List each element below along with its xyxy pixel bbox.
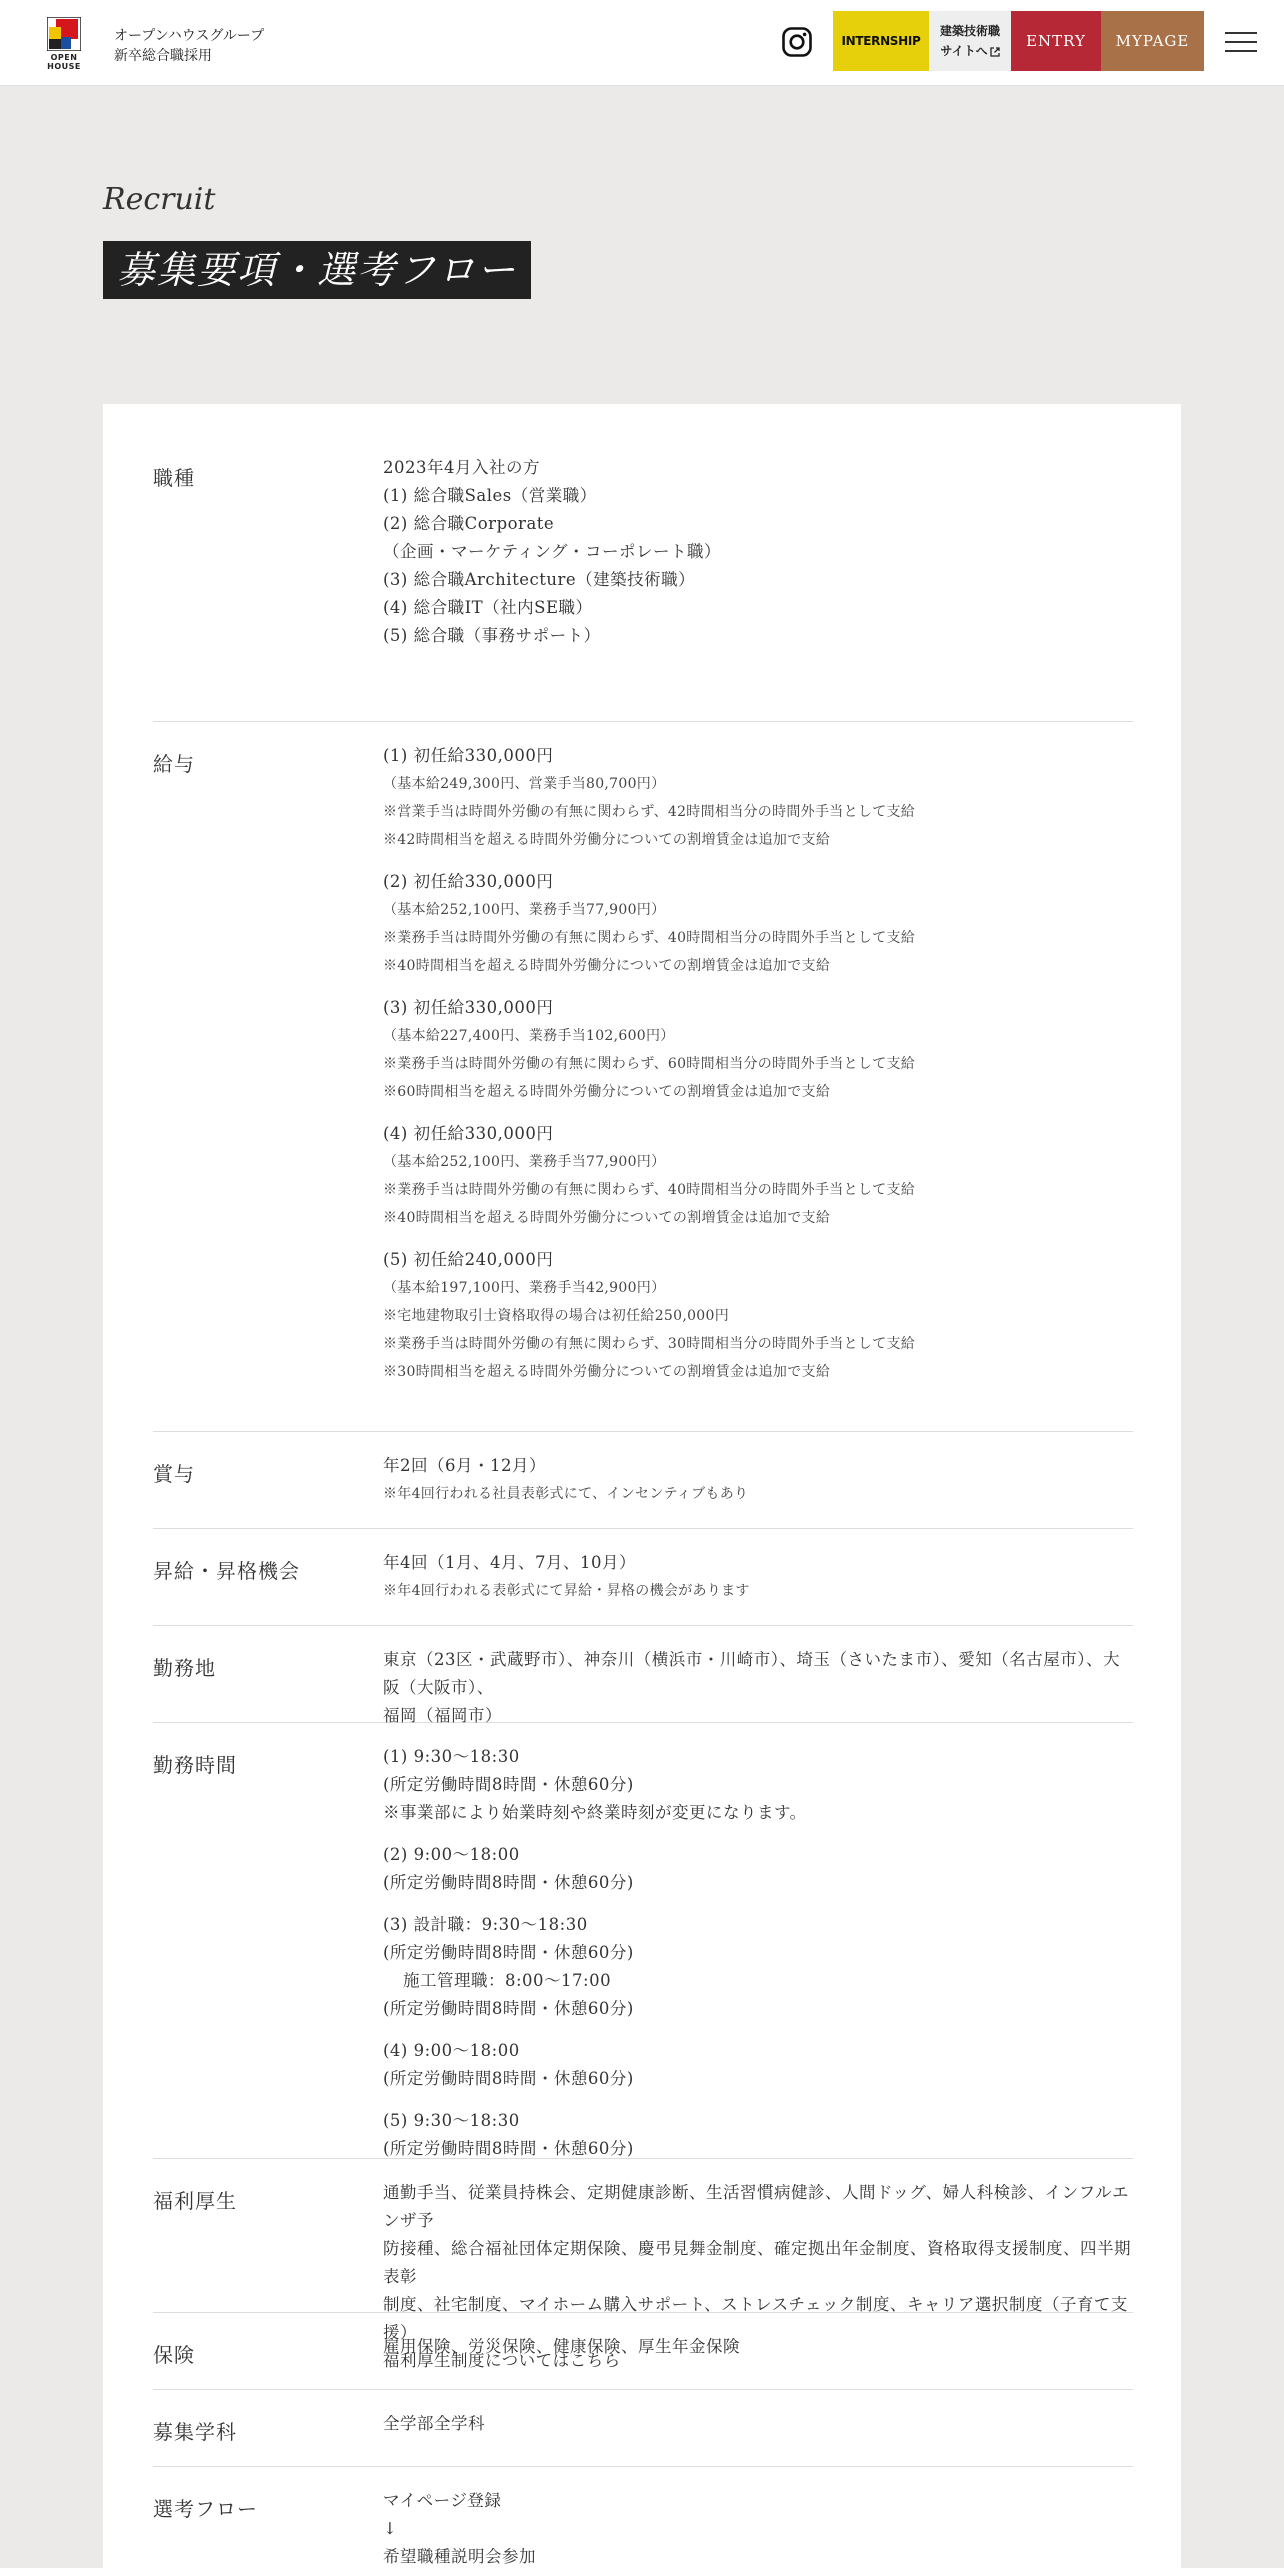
salary-block — [383, 994, 1133, 1106]
salary-main: (5) 初任給240,000円 — [383, 1250, 554, 1269]
row-content — [383, 1452, 1133, 1508]
brand-line-group: オープンハウスグループ — [114, 28, 265, 44]
salary-note: （基本給197,100円、業務手当42,900円） — [383, 1280, 666, 1296]
text-line: (所定労働時間8時間・休憩60分) — [383, 1943, 634, 1962]
flow-step: 希望職種説明会参加 — [383, 2547, 536, 2566]
architecture-site-button[interactable] — [929, 11, 1011, 71]
hours-block — [383, 2107, 1133, 2163]
salary-note: ※業務手当は時間外労働の有無に関わらず、40時間相当分の時間外手当として支給 — [383, 930, 916, 946]
salary-block — [383, 868, 1133, 980]
row-hours — [153, 1723, 1133, 2159]
text-line: 福岡（福岡市） — [383, 1706, 502, 1725]
hours-block — [383, 1841, 1133, 1897]
row-selection-flow — [153, 2467, 1133, 2568]
salary-note: ※宅地建物取引士資格取得の場合は初任給250,000円 — [383, 1308, 729, 1324]
row-bonus — [153, 1432, 1133, 1529]
open-house-logo[interactable] — [44, 17, 84, 71]
salary-note: ※営業手当は時間外労働の有無に関わらず、42時間相当分の時間外手当として支給 — [383, 804, 916, 820]
salary-note: ※業務手当は時間外労働の有無に関わらず、30時間相当分の時間外手当として支給 — [383, 1336, 916, 1352]
text-line: (1) 総合職Sales（営業職） — [383, 486, 597, 505]
page-title: 募集要項・選考フロー — [103, 241, 531, 299]
internship-button[interactable]: INTERNSHIP — [833, 11, 929, 71]
brand-text[interactable] — [114, 26, 264, 66]
salary-main: (3) 初任給330,000円 — [383, 998, 554, 1017]
menu-bar — [1225, 50, 1257, 52]
hours-block — [383, 1911, 1133, 2023]
bonus-note: ※年4回行われる社員表彰式にて、インセンティブもあり — [383, 1486, 749, 1502]
text-line: 防接種、総合福祉団体定期保険、慶弔見舞金制度、確定拠出年金制度、資格取得支援制度、四半期表彰 — [383, 2239, 1131, 2286]
architecture-label-line2: サイトへ — [940, 41, 999, 61]
text-line: (所定労働時間8時間・休憩60分) — [383, 2069, 634, 2088]
row-content — [383, 1549, 1133, 1605]
row-content — [383, 2410, 1133, 2438]
hamburger-menu-icon[interactable] — [1225, 30, 1257, 54]
text-line: (4) 総合職IT（社内SE職） — [383, 598, 593, 617]
row-label: 福利厚生 — [153, 2189, 237, 2213]
logo-word-house: HOUSE — [47, 62, 81, 71]
architecture-label-line1: 建築技術職 — [939, 24, 1000, 38]
salary-note: ※業務手当は時間外労働の有無に関わらず、40時間相当分の時間外手当として支給 — [383, 1182, 916, 1198]
hours-block — [383, 2037, 1133, 2093]
text-line: 通勤手当、従業員持株会、定期健康診断、生活習慣病健診、人間ドッグ、婦人科検診、インフルエンザ予 — [383, 2183, 1130, 2230]
text-line: （企画・マーケティング・コーポレート職） — [383, 542, 722, 561]
flow-step: マイページ登録 — [383, 2491, 502, 2510]
row-content — [383, 2333, 1133, 2361]
brand-line-recruit: 新卒総合職採用 — [114, 48, 212, 64]
salary-note: ※40時間相当を超える時間外労働分についての割増賃金は追加で支給 — [383, 1210, 831, 1226]
text-line: (所定労働時間8時間・休憩60分) — [383, 1873, 634, 1892]
salary-main: (4) 初任給330,000円 — [383, 1124, 554, 1143]
row-label: 賞与 — [153, 1462, 195, 1486]
text-line: (3) 総合職Architecture（建築技術職） — [383, 570, 696, 589]
row-label: 保険 — [153, 2343, 195, 2367]
text-line: (2) 総合職Corporate — [383, 514, 555, 533]
salary-note: ※30時間相当を超える時間外労働分についての割増賃金は追加で支給 — [383, 1364, 831, 1380]
text-line: ※事業部により始業時刻や終業時刻が変更になります。 — [383, 1803, 807, 1822]
row-label: 昇給・昇格機会 — [153, 1559, 300, 1583]
menu-bar — [1225, 32, 1257, 34]
text-line: (所定労働時間8時間・休憩60分) — [383, 2139, 634, 2158]
row-label: 募集学科 — [153, 2420, 237, 2444]
salary-note: ※60時間相当を超える時間外労働分についての割増賃金は追加で支給 — [383, 1084, 831, 1100]
text-line: (2) 9:00～18:00 — [383, 1845, 520, 1864]
text-line: 施工管理職：8:00～17:00 — [403, 1971, 612, 1990]
salary-note: （基本給252,100円、業務手当77,900円） — [383, 902, 666, 918]
bonus-main: 年2回（6月・12月） — [383, 1456, 546, 1475]
text-line: 2023年4月入社の方 — [383, 458, 540, 477]
salary-note: （基本給252,100円、業務手当77,900円） — [383, 1154, 666, 1170]
external-link-icon — [990, 47, 1000, 57]
instagram-icon[interactable] — [781, 26, 813, 58]
row-promotion — [153, 1529, 1133, 1626]
salary-note: ※40時間相当を超える時間外労働分についての割増賃金は追加で支給 — [383, 958, 831, 974]
row-content — [383, 1646, 1133, 1730]
row-label: 給与 — [153, 752, 195, 776]
menu-bar — [1225, 41, 1257, 43]
logo-word-open: OPEN — [50, 53, 78, 62]
text-line: 東京（23区・武蔵野市）、神奈川（横浜市・川崎市）、埼玉（さいたま市）、愛知（名古屋市）、大阪（大阪市）、 — [383, 1650, 1120, 1697]
salary-main: (2) 初任給330,000円 — [383, 872, 554, 891]
row-content — [383, 454, 1133, 650]
text-line: (所定労働時間8時間・休憩60分) — [383, 1775, 634, 1794]
salary-note: ※42時間相当を超える時間外労働分についての割増賃金は追加で支給 — [383, 832, 831, 848]
salary-block — [383, 1246, 1133, 1386]
text-line: (5) 総合職（事務サポート） — [383, 626, 601, 645]
row-job-type — [153, 454, 1133, 722]
site-header — [0, 0, 1284, 86]
text-line: (所定労働時間8時間・休憩60分) — [383, 1999, 634, 2018]
row-departments — [153, 2390, 1133, 2467]
salary-block — [383, 742, 1133, 854]
row-label: 勤務地 — [153, 1656, 216, 1680]
text-line: (5) 9:30～18:30 — [383, 2111, 520, 2130]
welfare-link[interactable]: 福利厚生制度についてはこちら — [383, 2351, 621, 2370]
row-label: 職種 — [153, 466, 195, 490]
entry-button[interactable]: ENTRY — [1011, 11, 1101, 71]
promotion-main: 年4回（1月、4月、7月、10月） — [383, 1553, 636, 1572]
row-salary — [153, 722, 1133, 1432]
row-label: 選考フロー — [153, 2497, 258, 2521]
salary-note: ※業務手当は時間外労働の有無に関わらず、60時間相当分の時間外手当として支給 — [383, 1056, 916, 1072]
text-line: (4) 9:00～18:00 — [383, 2041, 520, 2060]
flow-arrow: ↓ — [383, 2519, 398, 2538]
row-content — [383, 1743, 1133, 2163]
text-line: 制度、社宅制度、マイホーム購入サポート、ストレスチェック制度、キャリア選択制度（子育て支援） — [383, 2295, 1128, 2342]
salary-block — [383, 1120, 1133, 1232]
salary-note: （基本給227,400円、業務手当102,600円） — [383, 1028, 675, 1044]
text-line: (3) 設計職：9:30～18:30 — [383, 1915, 588, 1934]
text-line: (1) 9:30～18:30 — [383, 1747, 520, 1766]
row-label: 勤務時間 — [153, 1753, 237, 1777]
hours-block — [383, 1743, 1133, 1827]
section-eyebrow: Recruit — [103, 182, 216, 217]
row-content — [383, 2487, 1133, 2568]
row-content — [383, 742, 1133, 1386]
logo-mark-icon — [47, 17, 81, 51]
salary-note: （基本給249,300円、営業手当80,700円） — [383, 776, 666, 792]
mypage-button[interactable]: MYPAGE — [1101, 11, 1204, 71]
row-insurance — [153, 2313, 1133, 2390]
promotion-note: ※年4回行われる表彰式にて昇給・昇格の機会があります — [383, 1583, 750, 1599]
requirements-table — [103, 404, 1181, 2568]
departments-text: 全学部全学科 — [383, 2414, 485, 2433]
salary-main: (1) 初任給330,000円 — [383, 746, 554, 765]
row-location — [153, 1626, 1133, 1723]
insurance-text: 雇用保険、労災保険、健康保険、厚生年金保険 — [383, 2337, 740, 2356]
